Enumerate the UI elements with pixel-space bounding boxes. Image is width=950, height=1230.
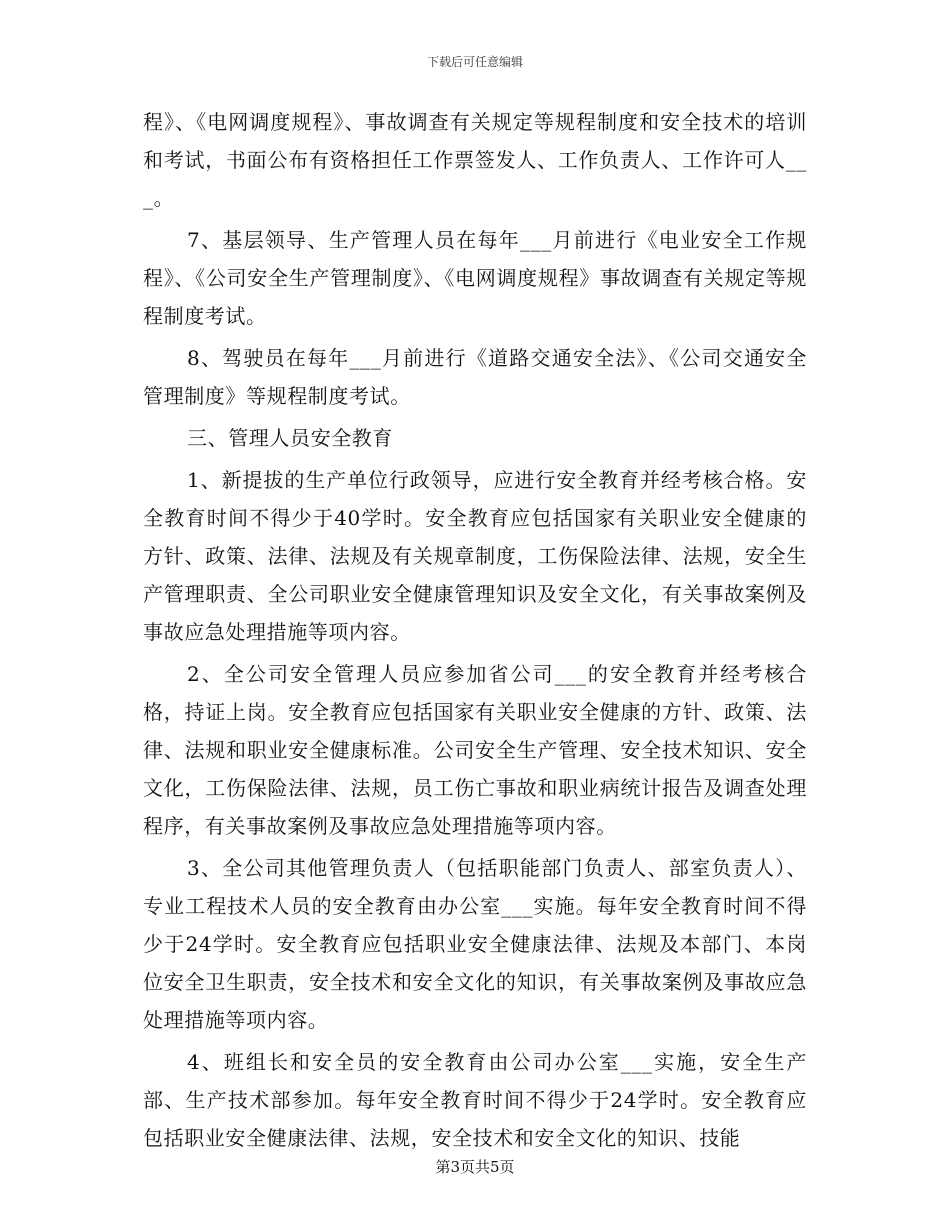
paragraph-item-7: 7、基层领导、生产管理人员在每年___月前进行《电业安全工作规程》、《公司安全生产管理制度》、《电网调度规程》事故调查有关规定等规程制度考试。 [143, 228, 807, 328]
paragraph-item-3: 3、全公司其他管理负责人（包括职能部门负责人、部室负责人）、专业工程技术人员的安全教育由办公室___实施。每年安全教育时间不得少于24学时。安全教育应包括职业安全健康法律、法规及本部门、本岗位安全卫生职责，安全技术和安全文化的知识，有关事故案例及事故应急处理措施等项内容。 [143, 856, 807, 1032]
paragraph-item-2: 2、全公司安全管理人员应参加省公司___的安全教育并经考核合格，持证上岗。安全教育应包括国家有关职业安全健康的方针、政策、法律、法规和职业安全健康标准。公司安全生产管理、安全技术知识、安全文化，工伤保险法律、法规，员工伤亡事故和职业病统计报告及调查处理程序，有关事故案例及事故应急处理措施等项内容。 [143, 662, 807, 838]
page-number: 第3页共5页 [435, 1158, 515, 1176]
section-heading: 三、管理人员安全教育 [187, 426, 393, 450]
paragraph-item-4: 4、班组长和安全员的安全教育由公司办公室___实施，安全生产部、生产技术部参加。每年安全教育时间不得少于24学时。安全教育应包括职业安全健康法律、法规，安全技术和安全文化的知识、技能 [143, 1050, 807, 1150]
paragraph-continuation: 程》、《电网调度规程》、事故调查有关规定等规程制度和安全技术的培训和考试，书面公布有资格担任工作票签发人、工作负责人、工作许可人___。 [143, 110, 807, 210]
document-body [143, 103, 807, 1161]
page-header-note: 下载后可任意编辑 [426, 55, 523, 69]
paragraph-item-8: 8、驾驶员在每年___月前进行《道路交通安全法》、《公司交通安全管理制度》等规程制度考试。 [143, 346, 807, 408]
paragraph-item-1: 1、新提拔的生产单位行政领导，应进行安全教育并经考核合格。安全教育时间不得少于40学时。安全教育应包括国家有关职业安全健康的方针、政策、法律、法规及有关规章制度，工伤保险法律、法规，安全生产管理职责、全公司职业安全健康管理知识及安全文化，有关事故案例及事故应急处理措施等项内容。 [143, 468, 807, 644]
